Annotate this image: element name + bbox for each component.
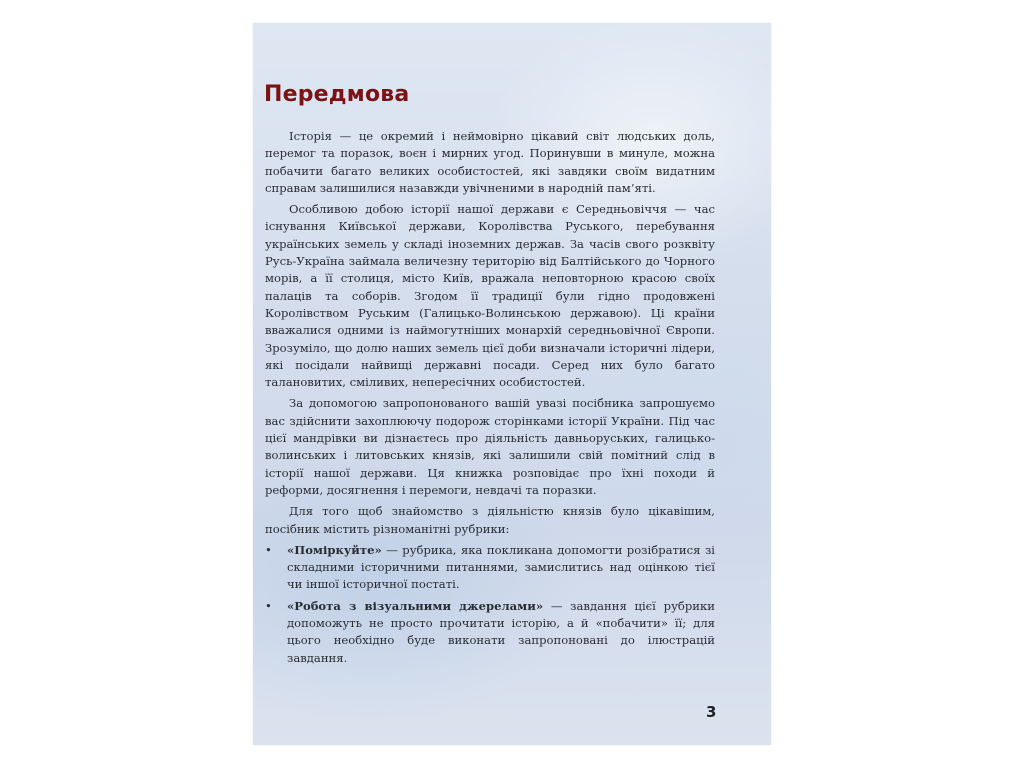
list-item	[265, 598, 715, 667]
rubric-description: — завдання цієї рубрики допоможуть не просто прочитати історію, а й «побачити» її; для цього необхідно буде виконати запропоновані до ілюстрацій завдання.	[287, 598, 715, 665]
list-item	[265, 542, 715, 594]
bullet-icon: •	[265, 598, 272, 613]
rubric-description: — рубрика, яка покликана допомогти розібратися зі складними історичними питаннями, замислитись над оцінкою тієї чи іншої історичної постаті.	[287, 542, 715, 592]
paragraph-3: За допомогою запропонованого вашій увазі посібника запрошуємо вас здійснити захоплюючу подорож сторінками історії України. Під час цієї мандрівки ви дізнаєтесь про діяльність давньоруських, галицько-волинських і литовських князів, які залишили свій помітний слід в історії нашої держави. Ця книжка розповідає про їхні походи й реформи, досягнення і перемоги, невдачі та поразки.	[265, 396, 715, 497]
book-page	[253, 23, 771, 745]
paragraph-4: Для того щоб знайомство з діяльністю князів було цікавішим, посібник містить різноманітні рубрики:	[265, 504, 715, 536]
paragraph-1: Історія — це окремий і неймовірно цікавий світ людських доль, перемог та поразок, воєн і мирних угод. Поринувши в минуле, можна побачити багато великих особистостей, які завдяки своїм видатним справам залишилися назавжди увічненими в народній пам’яті.	[265, 129, 715, 195]
rubric-list	[265, 542, 715, 667]
page-title: Передмова	[264, 82, 410, 107]
rubric-term: «Робота з візуальними джерелами»	[287, 598, 544, 613]
bullet-icon: •	[265, 542, 272, 557]
rubric-term: «Поміркуйте»	[287, 542, 382, 557]
page-number: 3	[706, 703, 717, 721]
body-text	[265, 128, 715, 671]
paragraph-2: Особливою добою історії нашої держави є Середньовіччя — час існування Київської держави, Королівства Руського, перебування українських земель у складі іноземних держав. За часів свого розквіту Русь-Україна займала величезну територію від Балтійського до Чорного морів, а її столиця, місто Київ, вражала неповторною красою своїх палаців та соборів. Згодом її традиції були гідно продовжені Королівством Руським (Галицько-Волинською державою). Ці країни вважалися одними із наймогутніших монархій середньовічної Європи. Зрозуміло, що долю наших земель цієї доби визначали історичні лідери, які посідали найвищі державні посади. Серед них було багато талановитих, сміливих, непересічних особистостей.	[265, 202, 715, 390]
